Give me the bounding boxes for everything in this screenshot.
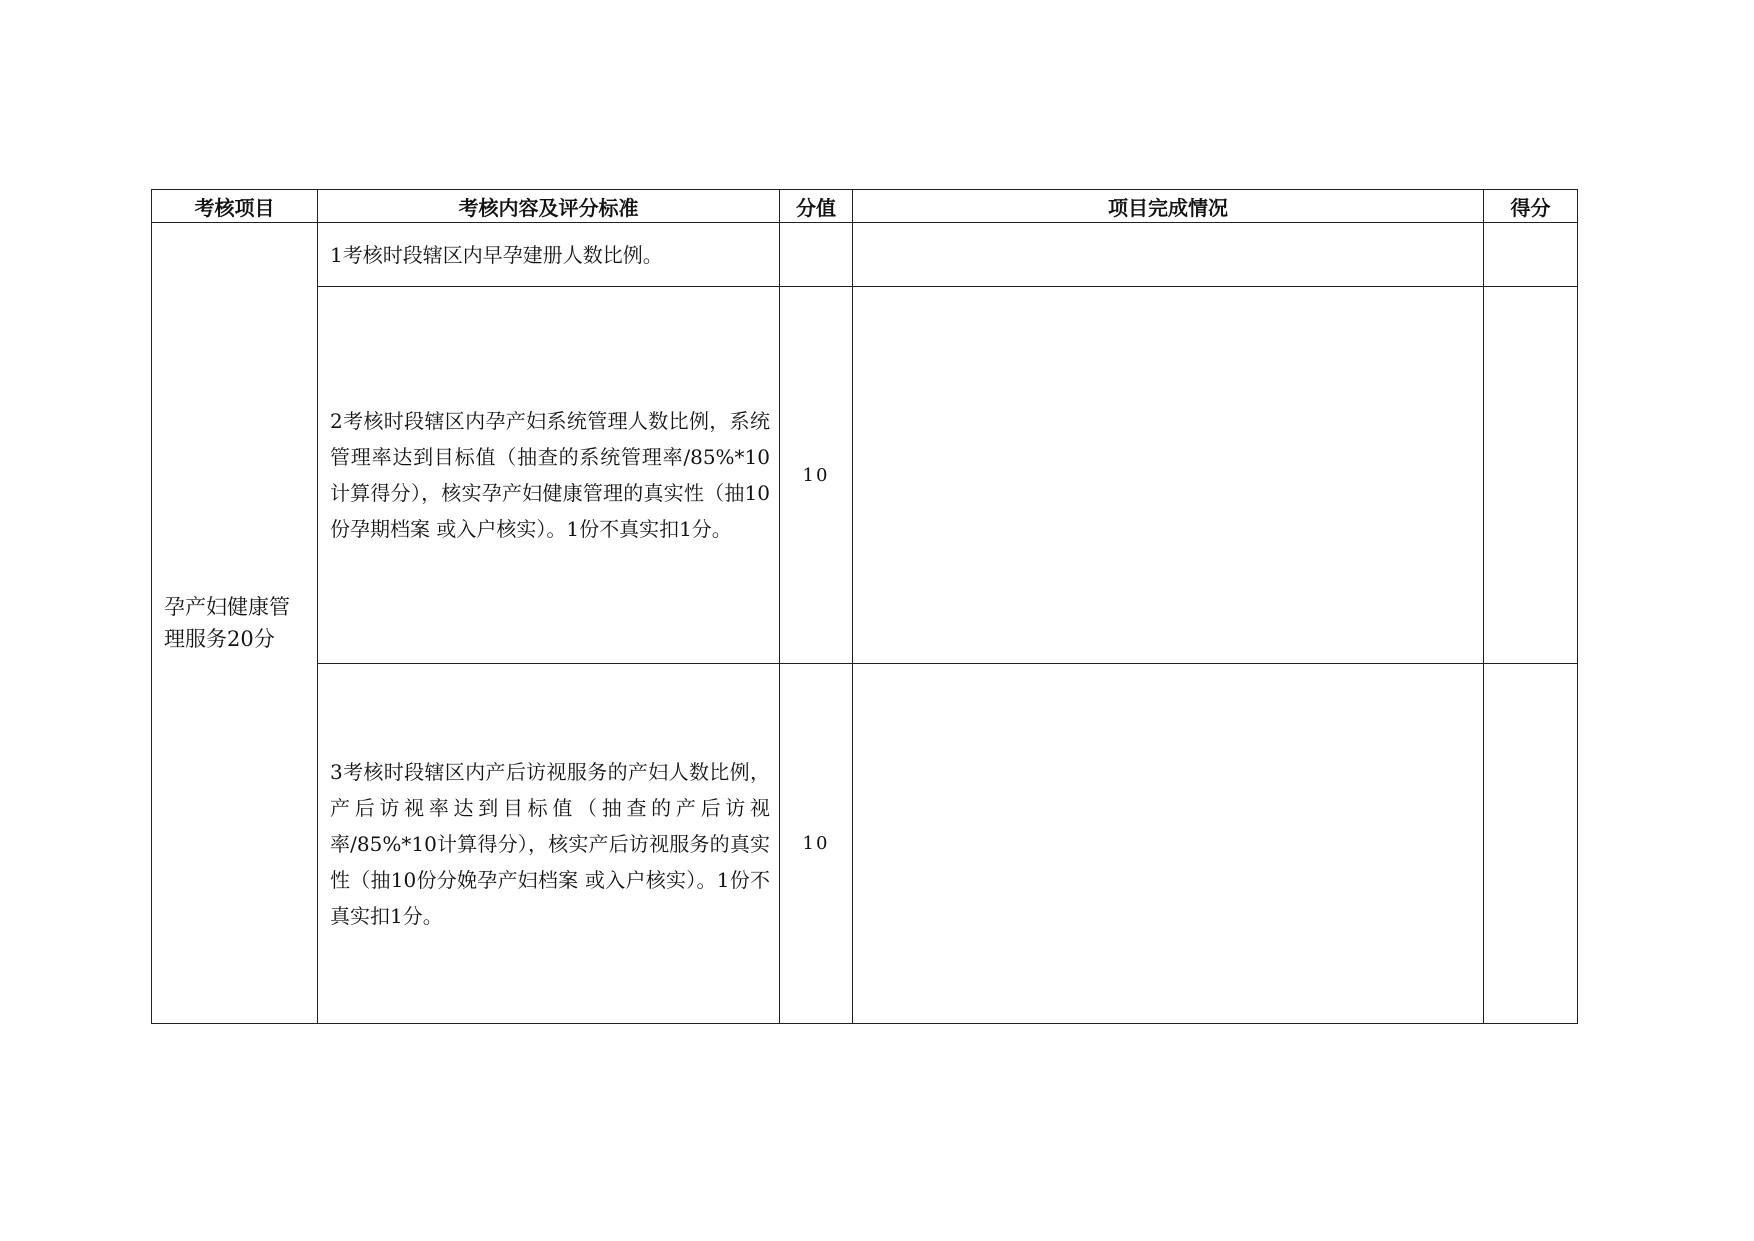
category-cell: 孕产妇健康管理服务20分 <box>152 223 318 1024</box>
header-completion: 项目完成情况 <box>853 190 1484 223</box>
completion-cell <box>853 223 1484 287</box>
points-cell <box>1484 223 1578 287</box>
assessment-table <box>151 189 1578 1024</box>
score-cell <box>780 223 853 287</box>
score-cell: 10 <box>780 664 853 1024</box>
criteria-cell: 1考核时段辖区内早孕建册人数比例。 <box>318 223 780 287</box>
criteria-cell: 2考核时段辖区内孕产妇系统管理人数比例，系统管理率达到目标值（抽查的系统管理率/85%*10计算得分），核实孕产妇健康管理的真实性（抽10份孕期档案 或入户核实）。1份不真实扣1分。 <box>318 287 780 664</box>
header-row <box>152 190 1578 223</box>
points-cell <box>1484 287 1578 664</box>
header-score: 分值 <box>780 190 853 223</box>
header-item: 考核项目 <box>152 190 318 223</box>
completion-cell <box>853 287 1484 664</box>
table-row <box>152 664 1578 1024</box>
table-row <box>152 223 1578 287</box>
completion-cell <box>853 664 1484 1024</box>
criteria-cell: 3考核时段辖区内产后访视服务的产妇人数比例，产后访视率达到目标值（抽查的产后访视率/85%*10计算得分），核实产后访视服务的真实性（抽10份分娩孕产妇档案 或入户核实）。1份不真实扣1分。 <box>318 664 780 1024</box>
header-content: 考核内容及评分标准 <box>318 190 780 223</box>
table-row <box>152 287 1578 664</box>
header-points: 得分 <box>1484 190 1578 223</box>
score-cell: 10 <box>780 287 853 664</box>
points-cell <box>1484 664 1578 1024</box>
